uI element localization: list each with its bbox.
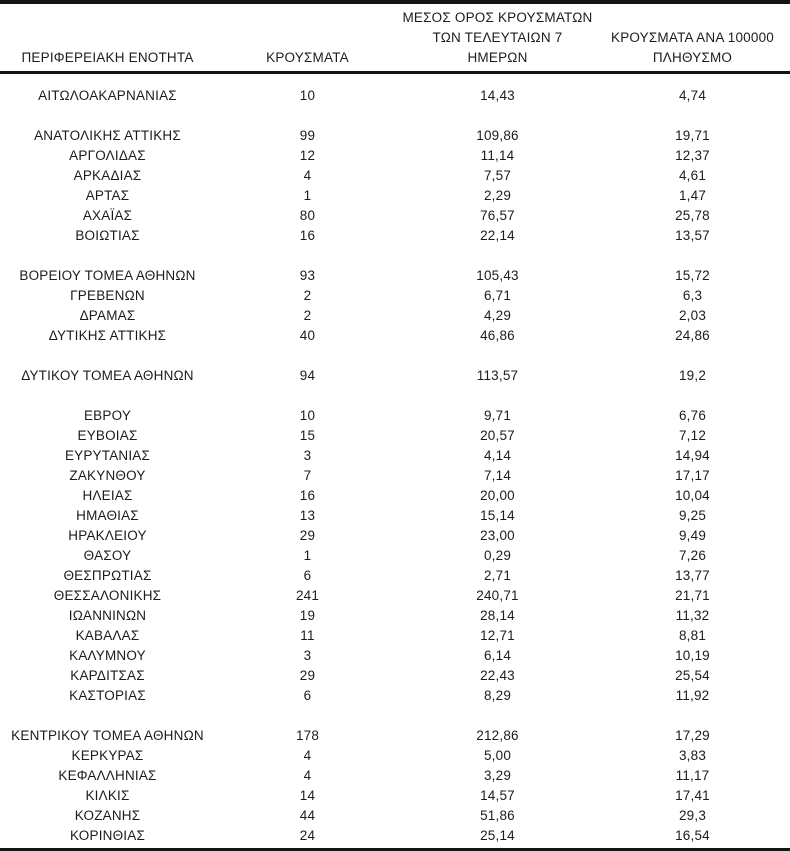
region-cell: ΑΙΤΩΛΟΑΚΑΡΝΑΝΙΑΣ bbox=[38, 88, 177, 103]
region-cell: ΗΡΑΚΛΕΙΟΥ bbox=[68, 528, 147, 543]
table-row bbox=[0, 486, 790, 506]
cases-cell: 99 bbox=[299, 128, 316, 143]
table-row bbox=[0, 806, 790, 826]
table-row bbox=[0, 286, 790, 306]
column-header-per100k-line2: ΠΛΗΘΥΣΜΟ bbox=[652, 50, 733, 65]
column-header-region-label: ΠΕΡΙΦΕΡΕΙΑΚΗ ΕΝΟΤΗΤΑ bbox=[21, 50, 194, 65]
table-row bbox=[0, 446, 790, 466]
cases-cell: 29 bbox=[299, 668, 316, 683]
table-gap-row bbox=[0, 706, 790, 726]
avg7-cell: 5,00 bbox=[483, 748, 512, 763]
column-header-avg7-line1: ΜΕΣΟΣ ΟΡΟΣ ΚΡΟΥΣΜΑΤΩΝ bbox=[402, 10, 593, 25]
table-row bbox=[0, 166, 790, 186]
cases-cell: 7 bbox=[303, 468, 312, 483]
per100k-cell: 8,81 bbox=[678, 628, 707, 643]
cases-cell: 10 bbox=[299, 88, 316, 103]
per100k-cell: 17,29 bbox=[675, 728, 710, 743]
table-row bbox=[0, 646, 790, 666]
table-row bbox=[0, 686, 790, 706]
cases-cell: 6 bbox=[303, 688, 312, 703]
avg7-cell: 14,57 bbox=[480, 788, 515, 803]
cases-cell: 1 bbox=[303, 548, 312, 563]
per100k-cell: 11,17 bbox=[675, 768, 710, 783]
avg7-cell: 113,57 bbox=[476, 368, 519, 383]
per100k-cell: 17,17 bbox=[675, 468, 710, 483]
avg7-cell: 2,71 bbox=[483, 568, 512, 583]
table-row bbox=[0, 626, 790, 646]
region-cell: ΚΟΡΙΝΘΙΑΣ bbox=[70, 828, 145, 843]
table-gap-row bbox=[0, 106, 790, 126]
column-header-region bbox=[0, 48, 215, 68]
region-cell: ΚΑΣΤΟΡΙΑΣ bbox=[69, 688, 146, 703]
avg7-cell: 76,57 bbox=[480, 208, 515, 223]
cases-cell: 4 bbox=[303, 168, 312, 183]
table-row bbox=[0, 146, 790, 166]
per100k-cell: 16,54 bbox=[675, 828, 710, 843]
region-cell: ΑΡΚΑΔΙΑΣ bbox=[73, 168, 142, 183]
cases-cell: 178 bbox=[295, 728, 320, 743]
region-cell: ΔΡΑΜΑΣ bbox=[79, 308, 136, 323]
avg7-cell: 15,14 bbox=[480, 508, 515, 523]
cases-cell: 44 bbox=[299, 808, 316, 823]
region-cell: ΚΙΛΚΙΣ bbox=[85, 788, 130, 803]
per100k-cell: 14,94 bbox=[675, 448, 710, 463]
cases-cell: 14 bbox=[299, 788, 316, 803]
avg7-cell: 11,14 bbox=[480, 148, 515, 163]
region-cell: ΚΕΡΚΥΡΑΣ bbox=[71, 748, 144, 763]
region-cell: ΚΟΖΑΝΗΣ bbox=[74, 808, 141, 823]
column-header-per100k bbox=[595, 28, 790, 68]
region-cell: ΑΝΑΤΟΛΙΚΗΣ ΑΤΤΙΚΗΣ bbox=[34, 128, 181, 143]
table-row bbox=[0, 506, 790, 526]
per100k-cell: 4,74 bbox=[678, 88, 707, 103]
avg7-cell: 51,86 bbox=[480, 808, 515, 823]
avg7-cell: 6,71 bbox=[483, 288, 512, 303]
table-row bbox=[0, 746, 790, 766]
region-cell: ΕΥΒΟΙΑΣ bbox=[77, 428, 138, 443]
region-cell: ΑΧΑΪΑΣ bbox=[82, 208, 133, 223]
table-row bbox=[0, 86, 790, 106]
per100k-cell: 7,12 bbox=[678, 428, 707, 443]
per100k-cell: 1,47 bbox=[678, 188, 707, 203]
per100k-cell: 6,76 bbox=[678, 408, 707, 423]
region-cell: ΗΜΑΘΙΑΣ bbox=[76, 508, 139, 523]
column-header-cases bbox=[215, 48, 400, 68]
table-gap-row bbox=[0, 386, 790, 406]
region-cell: ΕΒΡΟΥ bbox=[83, 408, 132, 423]
per100k-cell: 15,72 bbox=[675, 268, 710, 283]
per100k-cell: 25,78 bbox=[675, 208, 710, 223]
table-row bbox=[0, 826, 790, 846]
table-row bbox=[0, 406, 790, 426]
avg7-cell: 25,14 bbox=[480, 828, 515, 843]
avg7-cell: 2,29 bbox=[483, 188, 512, 203]
per100k-cell: 11,32 bbox=[675, 608, 710, 623]
table-body bbox=[0, 74, 790, 846]
region-cell: ΘΑΣΟΥ bbox=[83, 548, 132, 563]
avg7-cell: 22,14 bbox=[480, 228, 515, 243]
avg7-cell: 46,86 bbox=[480, 328, 515, 343]
cases-cell: 4 bbox=[303, 748, 312, 763]
table-row bbox=[0, 126, 790, 146]
region-cell: ΒΟΙΩΤΙΑΣ bbox=[75, 228, 140, 243]
table-row bbox=[0, 366, 790, 386]
table-row bbox=[0, 766, 790, 786]
table-row bbox=[0, 466, 790, 486]
table-row bbox=[0, 186, 790, 206]
per100k-cell: 17,41 bbox=[675, 788, 710, 803]
region-cell: ΔΥΤΙΚΟΥ ΤΟΜΕΑ ΑΘΗΝΩΝ bbox=[21, 368, 194, 383]
avg7-cell: 20,57 bbox=[480, 428, 515, 443]
avg7-cell: 0,29 bbox=[483, 548, 512, 563]
avg7-cell: 9,71 bbox=[483, 408, 512, 423]
per100k-cell: 21,71 bbox=[675, 588, 710, 603]
region-cell: ΚΕΝΤΡΙΚΟΥ ΤΟΜΕΑ ΑΘΗΝΩΝ bbox=[11, 728, 204, 743]
per100k-cell: 4,61 bbox=[678, 168, 707, 183]
table-row bbox=[0, 266, 790, 286]
region-cell: ΑΡΤΑΣ bbox=[85, 188, 130, 203]
table-row bbox=[0, 306, 790, 326]
region-cell: ΗΛΕΙΑΣ bbox=[82, 488, 133, 503]
cases-cell: 4 bbox=[303, 768, 312, 783]
avg7-cell: 4,14 bbox=[483, 448, 512, 463]
table-row bbox=[0, 726, 790, 746]
table-row bbox=[0, 606, 790, 626]
cases-cell: 3 bbox=[303, 648, 312, 663]
region-cell: ΒΟΡΕΙΟΥ ΤΟΜΕΑ ΑΘΗΝΩΝ bbox=[19, 268, 196, 283]
region-cell: ΘΕΣΠΡΩΤΙΑΣ bbox=[63, 568, 152, 583]
per100k-cell: 19,71 bbox=[675, 128, 710, 143]
avg7-cell: 14,43 bbox=[480, 88, 515, 103]
per100k-cell: 19,2 bbox=[678, 368, 707, 383]
cases-cell: 6 bbox=[303, 568, 312, 583]
per100k-cell: 29,3 bbox=[678, 808, 707, 823]
region-cell: ΔΥΤΙΚΗΣ ΑΤΤΙΚΗΣ bbox=[48, 328, 167, 343]
avg7-cell: 12,71 bbox=[480, 628, 515, 643]
per100k-cell: 9,49 bbox=[678, 528, 707, 543]
avg7-cell: 20,00 bbox=[480, 488, 515, 503]
avg7-cell: 212,86 bbox=[476, 728, 519, 743]
avg7-cell: 6,14 bbox=[483, 648, 512, 663]
per100k-cell: 3,83 bbox=[678, 748, 707, 763]
table-header-row bbox=[0, 4, 790, 71]
table-gap-row bbox=[0, 246, 790, 266]
table-gap-row bbox=[0, 346, 790, 366]
cases-cell: 2 bbox=[303, 308, 312, 323]
region-cell: ΕΥΡΥΤΑΝΙΑΣ bbox=[64, 448, 151, 463]
avg7-cell: 105,43 bbox=[476, 268, 519, 283]
region-cell: ΚΑΛΥΜΝΟΥ bbox=[69, 648, 146, 663]
avg7-cell: 23,00 bbox=[480, 528, 515, 543]
per100k-cell: 9,25 bbox=[678, 508, 707, 523]
region-cell: ΑΡΓΟΛΙΔΑΣ bbox=[69, 148, 146, 163]
cases-cell: 12 bbox=[299, 148, 316, 163]
avg7-cell: 7,57 bbox=[483, 168, 512, 183]
per100k-cell: 10,04 bbox=[675, 488, 710, 503]
cases-cell: 2 bbox=[303, 288, 312, 303]
cases-cell: 13 bbox=[299, 508, 316, 523]
per100k-cell: 7,26 bbox=[678, 548, 707, 563]
cases-cell: 24 bbox=[299, 828, 316, 843]
cases-cell: 80 bbox=[299, 208, 316, 223]
per100k-cell: 10,19 bbox=[675, 648, 710, 663]
column-header-per100k-line1: ΚΡΟΥΣΜΑΤΑ ΑΝΑ 100000 bbox=[611, 30, 774, 45]
region-cell: ΙΩΑΝΝΙΝΩΝ bbox=[68, 608, 147, 623]
per100k-cell: 25,54 bbox=[675, 668, 710, 683]
avg7-cell: 22,43 bbox=[480, 668, 515, 683]
table-row bbox=[0, 206, 790, 226]
per100k-cell: 2,03 bbox=[678, 308, 707, 323]
table-row bbox=[0, 586, 790, 606]
column-header-avg7-line2: ΤΩΝ ΤΕΛΕΥΤΑΙΩΝ 7 bbox=[432, 30, 563, 45]
table-row bbox=[0, 786, 790, 806]
cases-cell: 19 bbox=[299, 608, 316, 623]
column-header-avg7 bbox=[400, 8, 595, 68]
table-row bbox=[0, 326, 790, 346]
avg7-cell: 240,71 bbox=[476, 588, 519, 603]
per100k-cell: 13,77 bbox=[675, 568, 710, 583]
table-row bbox=[0, 426, 790, 446]
cases-cell: 94 bbox=[299, 368, 316, 383]
cases-cell: 1 bbox=[303, 188, 312, 203]
per100k-cell: 11,92 bbox=[675, 688, 710, 703]
cases-cell: 241 bbox=[295, 588, 320, 603]
cases-cell: 29 bbox=[299, 528, 316, 543]
avg7-cell: 4,29 bbox=[483, 308, 512, 323]
column-header-avg7-line3: ΗΜΕΡΩΝ bbox=[467, 50, 528, 65]
cases-cell: 40 bbox=[299, 328, 316, 343]
cases-cell: 11 bbox=[300, 628, 315, 643]
avg7-cell: 28,14 bbox=[480, 608, 515, 623]
table-row bbox=[0, 546, 790, 566]
region-cell: ΘΕΣΣΑΛΟΝΙΚΗΣ bbox=[53, 588, 162, 603]
region-cell: ΚΑΡΔΙΤΣΑΣ bbox=[70, 668, 145, 683]
per100k-cell: 13,57 bbox=[675, 228, 710, 243]
region-cell: ΓΡΕΒΕΝΩΝ bbox=[70, 288, 145, 303]
avg7-cell: 109,86 bbox=[476, 128, 519, 143]
cases-cell: 10 bbox=[299, 408, 316, 423]
column-header-cases-label: ΚΡΟΥΣΜΑΤΑ bbox=[266, 50, 349, 65]
cases-cell: 16 bbox=[299, 488, 316, 503]
per100k-cell: 6,3 bbox=[682, 288, 703, 303]
avg7-cell: 3,29 bbox=[483, 768, 512, 783]
region-cell: ΖΑΚΥΝΘΟΥ bbox=[69, 468, 146, 483]
avg7-cell: 7,14 bbox=[483, 468, 512, 483]
table-row bbox=[0, 226, 790, 246]
cases-cell: 15 bbox=[299, 428, 316, 443]
table-row bbox=[0, 566, 790, 586]
cases-cell: 93 bbox=[299, 268, 316, 283]
table-row bbox=[0, 526, 790, 546]
region-cell: ΚΕΦΑΛΛΗΝΙΑΣ bbox=[58, 768, 157, 783]
per100k-cell: 12,37 bbox=[675, 148, 710, 163]
per100k-cell: 24,86 bbox=[675, 328, 710, 343]
cases-cell: 16 bbox=[299, 228, 316, 243]
table-row bbox=[0, 666, 790, 686]
avg7-cell: 8,29 bbox=[483, 688, 512, 703]
cases-cell: 3 bbox=[303, 448, 312, 463]
region-cell: ΚΑΒΑΛΑΣ bbox=[75, 628, 140, 643]
